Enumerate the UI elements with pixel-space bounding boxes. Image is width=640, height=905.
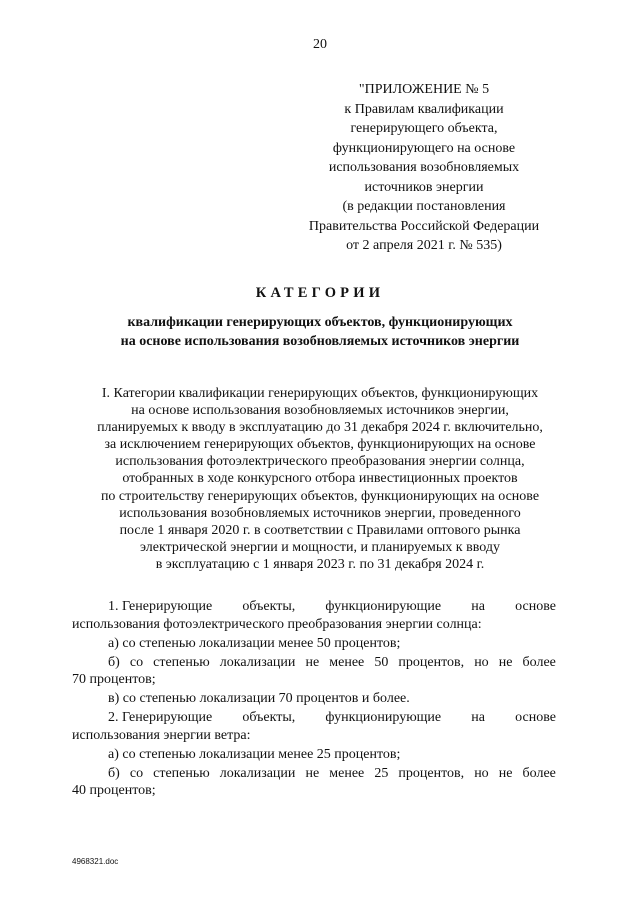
item-1c-text: в) со степенью локализации 70 процентов и более.	[108, 691, 410, 706]
section-line: электрической энергии и мощности, и планируемых к вводу	[140, 539, 500, 555]
item-2b-first-line	[72, 765, 556, 783]
word: со	[129, 765, 144, 781]
item-2a-text: а) со степенью локализации менее 25 процентов;	[108, 746, 401, 762]
section-line: в эксплуатацию с 1 января 2023 г. по 31 декабря 2024 г.	[155, 556, 485, 572]
word: локализации	[219, 654, 296, 670]
word: объекты,	[242, 599, 296, 614]
word: функционирующие	[325, 599, 442, 614]
item-1a	[72, 635, 556, 653]
appendix-line: использования возобновляемых	[328, 160, 520, 175]
document-title: КАТЕГОРИИ	[255, 285, 385, 301]
item-1-continuation: использования фотоэлектрического преобразования энергии солнца:	[72, 616, 482, 632]
word: функционирующие	[325, 710, 442, 725]
appendix-line: к Правилам квалификации	[344, 101, 504, 117]
section-heading	[0, 385, 640, 573]
word: процентов,	[398, 765, 465, 781]
item-1a-text: а) со степенью локализации менее 50 процентов;	[108, 635, 401, 651]
word: не	[305, 654, 320, 670]
word: не	[498, 765, 513, 781]
section-line: за исключением генерирующих объектов, функционирующих на основе	[104, 437, 536, 453]
word: со	[129, 654, 144, 670]
item-2a	[72, 746, 556, 764]
appendix-line: генерирующего объекта,	[350, 121, 498, 136]
word: более	[522, 654, 556, 670]
section-line: на основе использования возобновляемых источников энергии,	[131, 403, 509, 419]
word: 25	[374, 765, 389, 781]
word: менее	[329, 654, 365, 670]
section-line: использования возобновляемых источников энергии, проведенного	[119, 505, 521, 521]
item-2-first-line	[72, 709, 556, 727]
document-subtitle	[0, 313, 640, 351]
item-2	[72, 709, 556, 744]
appendix-line: Правительства Российской Федерации	[308, 218, 540, 234]
subtitle-line: на основе использования возобновляемых источников энергии	[120, 334, 520, 349]
word: 1. Генерирующие	[108, 599, 213, 614]
section-line: использования фотоэлектрического преобразования энергии солнца,	[115, 454, 525, 470]
word: на	[471, 710, 486, 725]
word: на	[471, 599, 486, 614]
word: основе	[515, 599, 556, 614]
word: но	[474, 765, 489, 781]
item-1b-first-line	[72, 654, 556, 672]
section-line: по строительству генерирующих объектов, функционирующих на основе	[100, 488, 540, 504]
subtitle-line: квалификации генерирующих объектов, функционирующих	[127, 315, 513, 330]
item-1	[72, 598, 556, 633]
item-1-first-line	[72, 598, 556, 616]
appendix-line: функционирующего на основе	[332, 140, 516, 156]
word: не	[498, 654, 513, 670]
word: б)	[108, 654, 120, 670]
word: основе	[515, 710, 556, 725]
word: объекты,	[242, 710, 296, 725]
word: не	[305, 765, 320, 781]
appendix-line: источников энергии	[364, 179, 484, 195]
section-line: после 1 января 2020 г. в соответствии с Правилами оптового рынка	[119, 522, 521, 538]
item-2-continuation: использования энергии ветра:	[72, 727, 251, 743]
body-text	[72, 598, 556, 801]
word: процентов,	[398, 654, 465, 670]
item-1b	[72, 654, 556, 689]
word: более	[522, 765, 556, 781]
page-number: 20	[313, 37, 327, 52]
document-file-id: 4968321.doc	[72, 857, 119, 866]
word: степенью	[153, 654, 210, 670]
word: менее	[329, 765, 365, 781]
appendix-line: "ПРИЛОЖЕНИЕ № 5	[358, 82, 490, 97]
section-line: I. Категории квалификации генерирующих объектов, функционирующих	[101, 386, 539, 401]
item-2b	[72, 765, 556, 800]
section-line: отобранных в ходе конкурсного отбора инвестиционных проектов	[122, 471, 518, 487]
word: но	[474, 654, 489, 670]
item-1b-continuation: 70 процентов;	[72, 672, 156, 687]
word: степенью	[153, 765, 210, 781]
word: локализации	[219, 765, 296, 781]
item-2b-continuation: 40 процентов;	[72, 783, 156, 798]
appendix-line: от 2 апреля 2021 г. № 535)	[346, 238, 502, 253]
word: 50	[374, 654, 389, 670]
word: б)	[108, 765, 120, 781]
word: 2. Генерирующие	[108, 710, 213, 725]
item-1c	[72, 690, 556, 708]
appendix-line: (в редакции постановления	[342, 199, 506, 214]
appendix-header	[262, 80, 586, 256]
section-line: планируемых к вводу в эксплуатацию до 31 декабря 2024 г. включительно,	[97, 420, 543, 436]
